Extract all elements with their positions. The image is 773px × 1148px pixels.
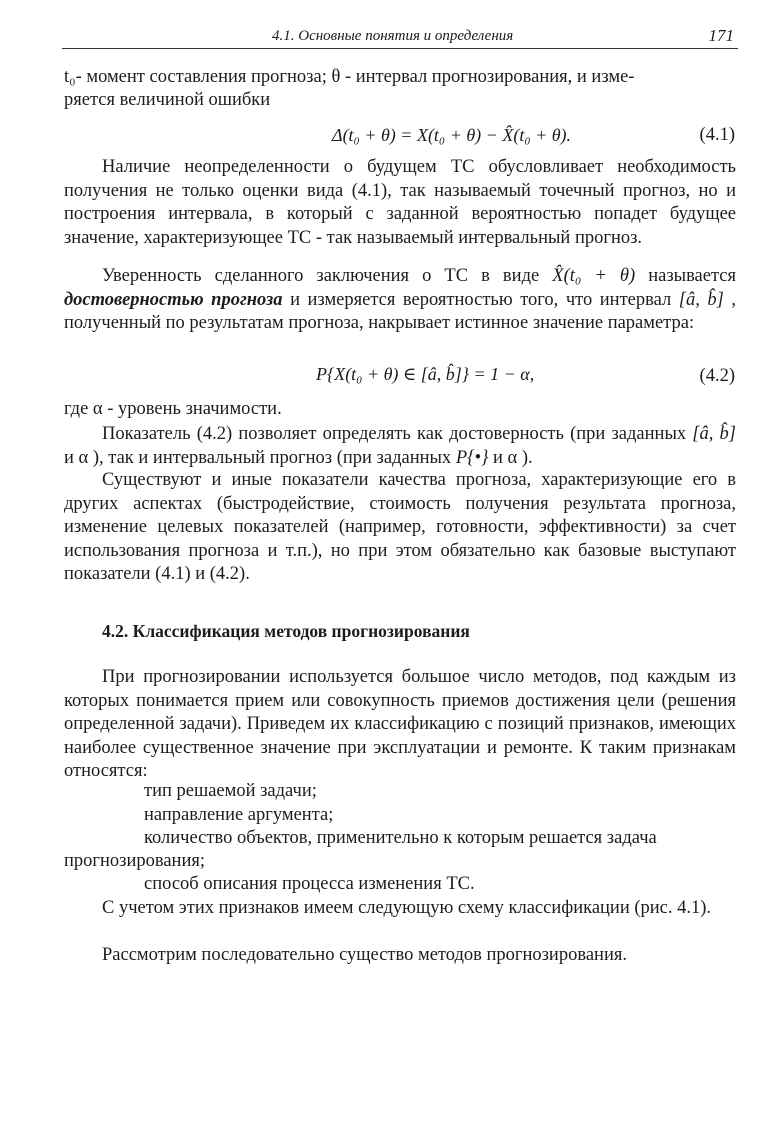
list-item: направление аргумента; bbox=[144, 805, 334, 825]
para5 bbox=[64, 423, 736, 470]
section-heading: 4.2. Классификация методов прогнозирования bbox=[102, 621, 470, 641]
para2: Наличие неопределенности о будущем ТС обусловливает необходимость получения не только оценки вида (4.1), так называемый точечный прогноз, но и построения интервала, в который с заданной вероятностью попадет будущее значение, характеризующее ТС - так называемый интервальный прогноз. bbox=[64, 157, 736, 248]
equation-4-2-number: (4.2) bbox=[699, 366, 735, 386]
para3-interval: [â, b̂] bbox=[678, 289, 724, 310]
list-item-continuation: прогнозирования; bbox=[64, 851, 205, 871]
equation-4-1-number: (4.1) bbox=[699, 125, 735, 145]
list-item: количество объектов, применительно к которым решается задача bbox=[144, 828, 657, 848]
para3 bbox=[64, 265, 736, 336]
para3-estimate: X̂(t₀ + θ) bbox=[552, 266, 636, 286]
para5-part2: и α ), так и интервальный прогноз (при заданных bbox=[64, 447, 452, 468]
para5-prob: P{•} bbox=[455, 447, 489, 468]
para4: где α - уровень значимости. bbox=[64, 399, 282, 419]
para6: Существуют и иные показатели качества прогноза, характеризующие его в других аспектах (быстродействие, стоимость получения результата прогноза, изменение целевых показателей (например, готовности, эффективности) за счет использования прогноза и т.п.), но при этом обязательно как базовые выступают показатели (4.1) и (4.2). bbox=[64, 470, 736, 585]
para1-line2: ряется величиной ошибки bbox=[64, 90, 271, 110]
running-title: 4.1. Основные понятия и определения bbox=[272, 28, 514, 44]
equation-4-2: P{X(t₀ + θ) ∈ [â, b̂]} = 1 − α, bbox=[316, 364, 535, 384]
para5-part3: и α ). bbox=[493, 447, 533, 468]
para9: Рассмотрим последовательно существо методов прогнозирования. bbox=[102, 945, 627, 965]
para3-part1: Уверенность сделанного заключения о ТС в виде bbox=[102, 266, 540, 286]
para3-part4: , полученный по результатам прогноза, накрывает истинное значение параметра: bbox=[64, 289, 737, 334]
para5-interval: [â, b̂] bbox=[692, 424, 736, 444]
para1-line1: t₀- момент составления прогноза; θ - интервал прогнозирования, и изме- bbox=[64, 67, 635, 87]
para5-part1: Показатель (4.2) позволяет определять как достоверность (при заданных bbox=[102, 424, 687, 444]
para3-term: достоверностью прогноза bbox=[64, 289, 283, 310]
page-number: 171 bbox=[708, 26, 734, 45]
running-header bbox=[62, 26, 738, 49]
list-item: тип решаемой задачи; bbox=[144, 781, 317, 801]
para8: С учетом этих признаков имеем следующую схему классификации (рис. 4.1). bbox=[102, 898, 712, 918]
equation-4-1: Δ(t₀ + θ) = X(t₀ + θ) − X̂(t₀ + θ). bbox=[332, 125, 572, 145]
para7: При прогнозировании используется большое число методов, под каждым из которых понимается прием или совокупность приемов достижения цели (решения определенной задачи). Приведем их классификацию с позиций признаков, имеющих наиболее существенное значение при эксплуатации и ремонте. К таким признакам относятся: bbox=[64, 667, 736, 782]
list-item: способ описания процесса изменения ТС. bbox=[144, 874, 475, 894]
para3-part3: и измеряется вероятностью того, что интервал bbox=[290, 289, 672, 310]
para3-part2: называется bbox=[648, 266, 737, 286]
